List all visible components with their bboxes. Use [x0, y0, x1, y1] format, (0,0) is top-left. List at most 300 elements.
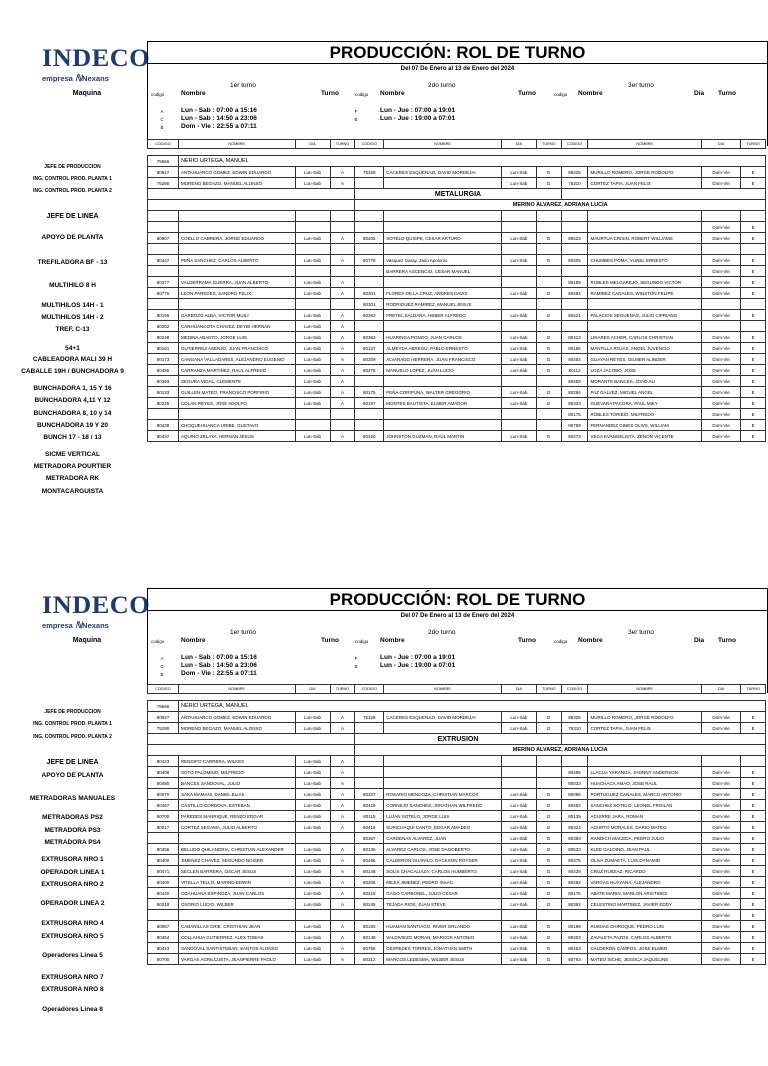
table-row: [148, 431, 766, 442]
table-cell: VEGA EVANGELISTA, ZENON VICENTE: [588, 431, 701, 442]
table-cell: E: [741, 365, 766, 376]
table-row: [148, 778, 766, 789]
table-cell: CANGANA VALLADARES, ALEJANDRO EUGENIO: [178, 354, 295, 365]
maquina-header: Maquina: [72, 90, 102, 97]
table-cell: [501, 420, 536, 431]
table-cell: A: [330, 811, 355, 822]
table-cell: [536, 420, 561, 431]
table-cell: [588, 756, 701, 767]
table-cell: [501, 321, 536, 332]
table-cell: [355, 178, 384, 189]
table-cell: Lun-Sab: [295, 866, 330, 877]
table-cell: E: [741, 921, 766, 932]
table-cell: 75290: [148, 723, 179, 734]
machine-label: METRADORA RK: [45, 475, 100, 482]
table-cell: Lun-Sab: [501, 365, 536, 376]
table-cell: Lun-Sab: [295, 789, 330, 800]
table-cell: COELLO CABRERA, JORGE EDUARDO: [178, 233, 295, 244]
machine-label: TREF. C-13: [55, 326, 90, 333]
table-cell: Dom-Vie: [701, 365, 740, 376]
machine-label: CABLEADORA MALI 39 H: [32, 356, 113, 363]
machine-label: BUNCHADORA 1, 15 Y 16: [33, 385, 112, 392]
table-cell: A: [330, 778, 355, 789]
jefe-produccion-label: JEFE DE PRODUCCION: [44, 164, 101, 170]
table-cell: [355, 756, 384, 767]
table-cell: SANCHEZ SOTELO, LEONEL FROILAN: [588, 800, 701, 811]
table-cell: E: [741, 431, 766, 442]
table-cell: 80480: [148, 778, 179, 789]
table-cell: 80252: [148, 321, 179, 332]
table-cell: E: [741, 387, 766, 398]
table-cell: Lun-Sab: [295, 954, 330, 965]
jefe-linea-label: JEFE DE LINEA: [46, 759, 99, 766]
table-cell: D: [536, 932, 561, 943]
table-cell: 75666: [148, 701, 179, 712]
table-cell: E: [741, 866, 766, 877]
table-cell: ANTAHUARCO GOMEZ, EDWIN EDUARDO: [178, 167, 295, 178]
table-cell: CALDERON CAMPOS, JOSE ELMER: [588, 943, 701, 954]
table-cell: [384, 277, 502, 288]
shift-2-letters: F B: [354, 109, 358, 122]
table-cell: 80203: [561, 932, 588, 943]
table-cell: VALDIVIEZO MORAN, MARCOS ANTONIO: [384, 932, 502, 943]
shift-3-label: 3er turno: [628, 629, 655, 636]
shift-3-turno: Turno: [718, 637, 736, 644]
table-cell: 80294: [561, 387, 588, 398]
table-cell: [501, 767, 536, 778]
table-cell: MORENO BEGAZO, MANUEL ALONSO: [178, 178, 295, 189]
table-cell: E: [741, 255, 766, 266]
table-cell: Dom-Vie: [701, 877, 740, 888]
table-cell: Lun-Sab: [295, 277, 330, 288]
table-cell: CORTEZ TAPIA, JUAN FELIX: [588, 178, 701, 189]
table-cell: A: [330, 943, 355, 954]
table-cell: 80189: [561, 277, 588, 288]
table-cell: SECLEN BARRERA, OSCAR JESUS: [178, 866, 295, 877]
table-cell: Dom-Vie: [701, 398, 740, 409]
table-cell: [295, 222, 330, 233]
table-cell: E: [741, 310, 766, 321]
table-cell: 80495: [561, 767, 588, 778]
table-cell: 80176: [561, 888, 588, 899]
table-cell: [148, 299, 179, 310]
table-cell: Lun-Sab: [501, 932, 536, 943]
table-cell: Lun-Sab: [295, 723, 330, 734]
table-cell: 80765: [355, 943, 384, 954]
table-cell: [536, 299, 561, 310]
table-cell: [148, 211, 179, 222]
table-cell: HUARINGA PONGO, JUAN CARLOS: [384, 332, 502, 343]
table-cell: Lun-Sab: [501, 167, 536, 178]
table-cell: [330, 833, 355, 844]
table-cell: 80248: [148, 332, 179, 343]
table-cell: [330, 211, 355, 222]
table-cell: Lun-Sab: [501, 712, 536, 723]
column-header: TURNO: [741, 685, 766, 694]
table-cell: [701, 244, 740, 255]
table-cell: Lun-Sab: [501, 723, 536, 734]
shift-2-turno: Turno: [518, 90, 536, 97]
table-cell: 80175: [355, 387, 384, 398]
table-cell: Lun-Sab: [501, 255, 536, 266]
table-cell: Lun-Sab: [295, 354, 330, 365]
table-cell: [295, 299, 330, 310]
table-cell: FRETEL SALDAÑA, HEBER ALFREDO: [384, 310, 502, 321]
table-cell: MORANTE BANCES, JOAO ALI: [588, 376, 701, 387]
table-cell: SANDOVAL SANTISTEBAN, SANTOS ALONSO: [178, 943, 295, 954]
table-cell: 80115: [355, 811, 384, 822]
table-cell: 80327: [355, 789, 384, 800]
indeco-logo: [42, 45, 151, 84]
table-cell: Lun-Sab: [501, 800, 536, 811]
machine-label: APOYO DE PLANTA: [41, 234, 104, 241]
column-header: DIA: [295, 140, 330, 149]
table-cell: 80454: [561, 354, 588, 365]
table-cell: 75666: [148, 156, 179, 167]
machine-label: MULTIHILO 8 H: [49, 282, 96, 289]
table-row: [148, 910, 766, 921]
table-cell: RODRIGUEZ RAMIREZ, MANUEL JESUS: [384, 299, 502, 310]
table-cell: Dom-Vie: [701, 866, 740, 877]
table-cell: PEÑA SANCHEZ, CARLOS ALBERTO: [178, 255, 295, 266]
table-cell: [536, 244, 561, 255]
table-cell: Lun-Sab: [295, 233, 330, 244]
table-cell: 80408: [148, 767, 179, 778]
table-cell: Lun-Sab: [501, 866, 536, 877]
jefe-produccion-name: NERIO URTEGA, MANUEL: [178, 156, 765, 167]
machine-label: METRADORA PS3: [44, 827, 101, 834]
shift-2-hours: Lun - Jue : 07:00 a 19:01 Lun - Jue : 19:00 a 07:01: [380, 654, 456, 669]
table-row: [148, 266, 766, 277]
machine-label: EXTRUSORA NRO 5: [41, 933, 104, 940]
table-cell: E: [741, 778, 766, 789]
shift-1-codigo: codigo: [151, 92, 165, 97]
table-cell: D: [536, 723, 561, 734]
table-cell: A: [330, 712, 355, 723]
table-cell: 80759: [561, 420, 588, 431]
table-cell: D: [536, 811, 561, 822]
schedule-table: [147, 684, 766, 965]
table-cell: [588, 211, 701, 222]
column-header: CODIGO: [148, 140, 179, 149]
planta2-label: ING. CONTROL PROD. PLANTA 2: [33, 188, 112, 194]
table-cell: Lun-Sab: [501, 332, 536, 343]
table-cell: Lun-Sab: [501, 844, 536, 855]
table-cell: [148, 409, 179, 420]
table-cell: Lun-Sab: [501, 354, 536, 365]
table-cell: Dom-Vie: [701, 943, 740, 954]
table-cell: Dom-Vie: [701, 899, 740, 910]
jefe-linea-label: JEFE DE LINEA: [46, 213, 99, 220]
column-header: DIA: [701, 140, 740, 149]
table-cell: Dom-Vie: [701, 888, 740, 899]
table-row: [148, 822, 766, 833]
column-header: NOMBRE: [178, 685, 295, 694]
table-cell: 80419: [355, 800, 384, 811]
table-cell: A: [330, 332, 355, 343]
table-cell: A: [330, 321, 355, 332]
table-cell: 80363: [355, 332, 384, 343]
machine-label: OPERADOR LINEA 1: [40, 869, 105, 876]
table-cell: A: [330, 932, 355, 943]
table-cell: ROSARIO MENDOZA, CHRISTIAN MARCOS: [384, 789, 502, 800]
table-cell: Dom-Vie: [701, 932, 740, 943]
table-cell: Dom-Vie: [701, 354, 740, 365]
table-cell: [501, 910, 536, 921]
table-cell: E: [741, 712, 766, 723]
table-cell: Lun-Sab: [295, 921, 330, 932]
table-cell: Dom-Vie: [701, 310, 740, 321]
table-cell: Dom-Vie: [701, 910, 740, 921]
table-cell: Dom-Vie: [701, 811, 740, 822]
table-cell: [536, 409, 561, 420]
shift-1-letters: A C B: [160, 109, 164, 130]
table-cell: SOTELO QUISPE, CESAR ARTURO: [384, 233, 502, 244]
table-cell: Lun-Sab: [501, 178, 536, 189]
table-cell: Dom-Vie: [701, 343, 740, 354]
table-cell: [178, 833, 295, 844]
table-cell: LEON PAREDES, SANDRO FELIX: [178, 288, 295, 299]
table-row: [148, 332, 766, 343]
table-cell: 80218: [148, 899, 179, 910]
table-cell: SEGURA VIDAL, CLEMENTE: [178, 376, 295, 387]
table-cell: [501, 266, 536, 277]
table-cell: [561, 189, 765, 200]
table-cell: 80197: [355, 398, 384, 409]
table-cell: D: [536, 233, 561, 244]
table-row: [148, 712, 766, 723]
shift-1-hours: Lun - Sab : 07:00 a 15:16 Lun - Sab : 14:50 a 23:06 Dom - Vie : 22:55 a 07:11: [181, 654, 257, 677]
table-cell: 86523: [561, 233, 588, 244]
table-cell: Dom-Vie: [701, 723, 740, 734]
table-cell: Lun-Sab: [295, 288, 330, 299]
table-cell: [384, 723, 502, 734]
shift-1-label: 1er turno: [230, 82, 257, 89]
table-cell: Dom-Vie: [701, 222, 740, 233]
table-cell: ALMEYDA ABREGU, PABLO ERNESTO: [384, 343, 502, 354]
table-cell: [295, 420, 330, 431]
table-cell: [330, 299, 355, 310]
table-cell: 80333: [561, 398, 588, 409]
table-cell: PEÑA CORIPUNA, WALTER GREGORIO: [384, 387, 502, 398]
table-cell: [741, 756, 766, 767]
table-cell: A: [330, 277, 355, 288]
table-cell: D: [536, 398, 561, 409]
table-cell: E: [741, 954, 766, 965]
table-cell: MORENO BEGAZO, MANUEL ALONSO: [178, 723, 295, 734]
machine-label: EXTRUSORA NRO 7: [41, 974, 104, 981]
table-cell: [501, 244, 536, 255]
table-cell: [355, 767, 384, 778]
planta2-label: ING. CONTROL PROD. PLANTA 2: [33, 734, 112, 740]
table-cell: 80175: [561, 409, 588, 420]
shift-2-label: 2do turno: [428, 629, 456, 636]
table-cell: 80439: [148, 420, 179, 431]
table-cell: AGUIRRE JARA, ROMAN: [588, 811, 701, 822]
table-cell: D: [536, 712, 561, 723]
planta1-label: ING. CONTROL PROD. PLANTA 1: [33, 176, 112, 182]
machine-label: Operadores Linea 5: [42, 952, 103, 959]
machine-label: METRADORA POURTIER: [33, 463, 112, 470]
shift-1-hours: Lun - Sab : 07:00 a 15:16 Lun - Sab : 14:50 a 23:06 Dom - Vie : 22:55 a 07:11: [181, 107, 257, 130]
table-cell: 80763: [561, 954, 588, 965]
shift-1-turno: Turno: [321, 637, 339, 644]
table-cell: [178, 244, 295, 255]
table-cell: Lun-Sab: [501, 387, 536, 398]
table-row: [148, 833, 766, 844]
machine-label: MONTACARGUISTA: [41, 488, 104, 495]
table-cell: CACERES ESQUENAZI, DAVID MORDEJAI: [384, 167, 502, 178]
table-cell: Lun-Sab: [295, 712, 330, 723]
table-cell: MEJIA JIMENEZ, PEDRO ISAAC: [384, 877, 502, 888]
table-cell: 80421: [561, 310, 588, 321]
table-cell: 80363: [355, 310, 384, 321]
table-cell: 80057: [148, 921, 179, 932]
table-cell: VARGAS AGRILCUETA, JEANPIERRE PAOLO: [178, 954, 295, 965]
jefe-linea-row: [148, 200, 766, 211]
column-header: DIA: [295, 685, 330, 694]
table-cell: 80533: [561, 844, 588, 855]
column-header: DIA: [701, 685, 740, 694]
table-cell: 85325: [561, 712, 588, 723]
table-cell: RENGIFO CARRERA, WILKES: [178, 756, 295, 767]
table-cell: CARHUANCOTA CHAVEZ, DEYBI HERNAN: [178, 321, 295, 332]
column-header: NOMBRE: [384, 685, 502, 694]
table-cell: BARRERA ASCENCIO, CESAR MANUEL: [384, 266, 502, 277]
table-cell: 80453: [561, 943, 588, 954]
machine-label: OPERADOR LINEA 2: [40, 900, 105, 907]
table-cell: Lun-Sab: [501, 954, 536, 965]
shift-2-label: 2do turno: [428, 82, 456, 89]
shift-2-nombre: Nombre: [380, 90, 405, 97]
table-row: [148, 943, 766, 954]
table-cell: PAZ GALVEZ, MIGUEL ANGEL: [588, 387, 701, 398]
table-cell: D: [536, 921, 561, 932]
table-row: [148, 178, 766, 189]
table-cell: Lun-Sab: [501, 822, 536, 833]
table-cell: Dom-Vie: [701, 266, 740, 277]
table-cell: [355, 277, 384, 288]
shift-1-letters: A C B: [160, 656, 164, 677]
table-cell: Lun-Sab: [295, 343, 330, 354]
table-cell: HUAMAN SANTIAGO, RIVER ORLANDO: [384, 921, 502, 932]
table-cell: [355, 778, 384, 789]
shift-3-dia: Dia: [694, 637, 705, 644]
table-cell: [384, 756, 502, 767]
table-cell: 80927: [148, 712, 179, 723]
table-cell: TEJADA RIOS, JUAN STEVE: [384, 899, 502, 910]
machine-label: TREFILADORA BF - 13: [37, 259, 108, 266]
shift-3-codigo: codigo: [554, 639, 568, 644]
table-cell: Lun-Sab: [501, 789, 536, 800]
jefe-produccion-label: JEFE DE PRODUCCION: [44, 709, 101, 715]
table-cell: Lun-Sab: [501, 833, 536, 844]
table-row: [148, 954, 766, 965]
table-cell: D: [536, 822, 561, 833]
table-cell: COLAN REYES, JOSE ADOLFO: [178, 398, 295, 409]
table-cell: 80400: [148, 877, 179, 888]
logo-brand: INDECO: [42, 592, 151, 619]
table-cell: [588, 910, 701, 921]
table-cell: E: [741, 178, 766, 189]
table-cell: [295, 409, 330, 420]
table-cell: [561, 734, 765, 745]
table-cell: Lun-Sab: [295, 332, 330, 343]
table-cell: 80324: [561, 822, 588, 833]
table-cell: D: [536, 855, 561, 866]
table-cell: [501, 376, 536, 387]
table-cell: [701, 211, 740, 222]
table-cell: ALVAREZ CARLOS, JOSE DAGOBERTO: [384, 844, 502, 855]
table-cell: A: [330, 899, 355, 910]
table-cell: D: [536, 888, 561, 899]
table-cell: [330, 409, 355, 420]
shift-1-turno: Turno: [321, 90, 339, 97]
table-cell: [536, 376, 561, 387]
table-cell: [561, 222, 588, 233]
table-cell: CHUMBES POMA, YUNEL ERNESTO: [588, 255, 701, 266]
table-cell: E: [741, 855, 766, 866]
machine-label: EXTRUSORA NRO 8: [41, 986, 104, 993]
table-row: [148, 167, 766, 178]
table-cell: 80485: [148, 365, 179, 376]
table-cell: ROBLES MELGAREJO, SEGUNDO VICTOR: [588, 277, 701, 288]
table-cell: [741, 244, 766, 255]
table-cell: 80927: [148, 167, 179, 178]
table-row: [148, 255, 766, 266]
table-cell: [536, 266, 561, 277]
table-cell: LLACUA YARANGA, JHONNY ANDERSON: [588, 767, 701, 778]
table-cell: 80218: [355, 888, 384, 899]
table-row: [148, 409, 766, 420]
table-cell: Dom-Vie: [701, 921, 740, 932]
table-cell: [501, 299, 536, 310]
table-cell: 80447: [148, 255, 179, 266]
table-cell: E: [741, 910, 766, 921]
shift-3-turno: Turno: [718, 90, 736, 97]
table-cell: E: [741, 343, 766, 354]
shift-1-nombre: Nombre: [181, 637, 206, 644]
table-cell: [384, 778, 502, 789]
table-cell: A: [330, 343, 355, 354]
table-cell: VALDERRAMA GUERRA, JUAN ALBERTO: [178, 277, 295, 288]
table-cell: [148, 189, 355, 200]
table-cell: 80245: [355, 899, 384, 910]
table-cell: Dom-Vie: [701, 789, 740, 800]
column-header: CODIGO: [355, 685, 384, 694]
table-cell: [295, 211, 330, 222]
table-cell: D: [536, 866, 561, 877]
jefe-produccion-name: NERIO URTEGA, MANUEL: [178, 701, 765, 712]
table-cell: [355, 222, 384, 233]
table-cell: D: [536, 343, 561, 354]
table-cell: A: [330, 877, 355, 888]
table-cell: COAHUANA ESPINOZA, JUAN CARLOS: [178, 888, 295, 899]
table-row: [148, 877, 766, 888]
machine-label: BUNCHADORA 19 Y 20: [36, 422, 109, 429]
table-cell: 80400: [148, 855, 179, 866]
table-cell: Lun-Sab: [295, 767, 330, 778]
table-cell: MAURTUA CRISIN, ROBERT WILLIAMS: [588, 233, 701, 244]
table-cell: E: [741, 288, 766, 299]
table-cell: 80173: [148, 354, 179, 365]
table-cell: [355, 376, 384, 387]
table-cell: 80133: [148, 387, 179, 398]
table-cell: [148, 833, 179, 844]
table-cell: A: [330, 767, 355, 778]
table-cell: E: [741, 899, 766, 910]
table-cell: 75290: [148, 178, 179, 189]
